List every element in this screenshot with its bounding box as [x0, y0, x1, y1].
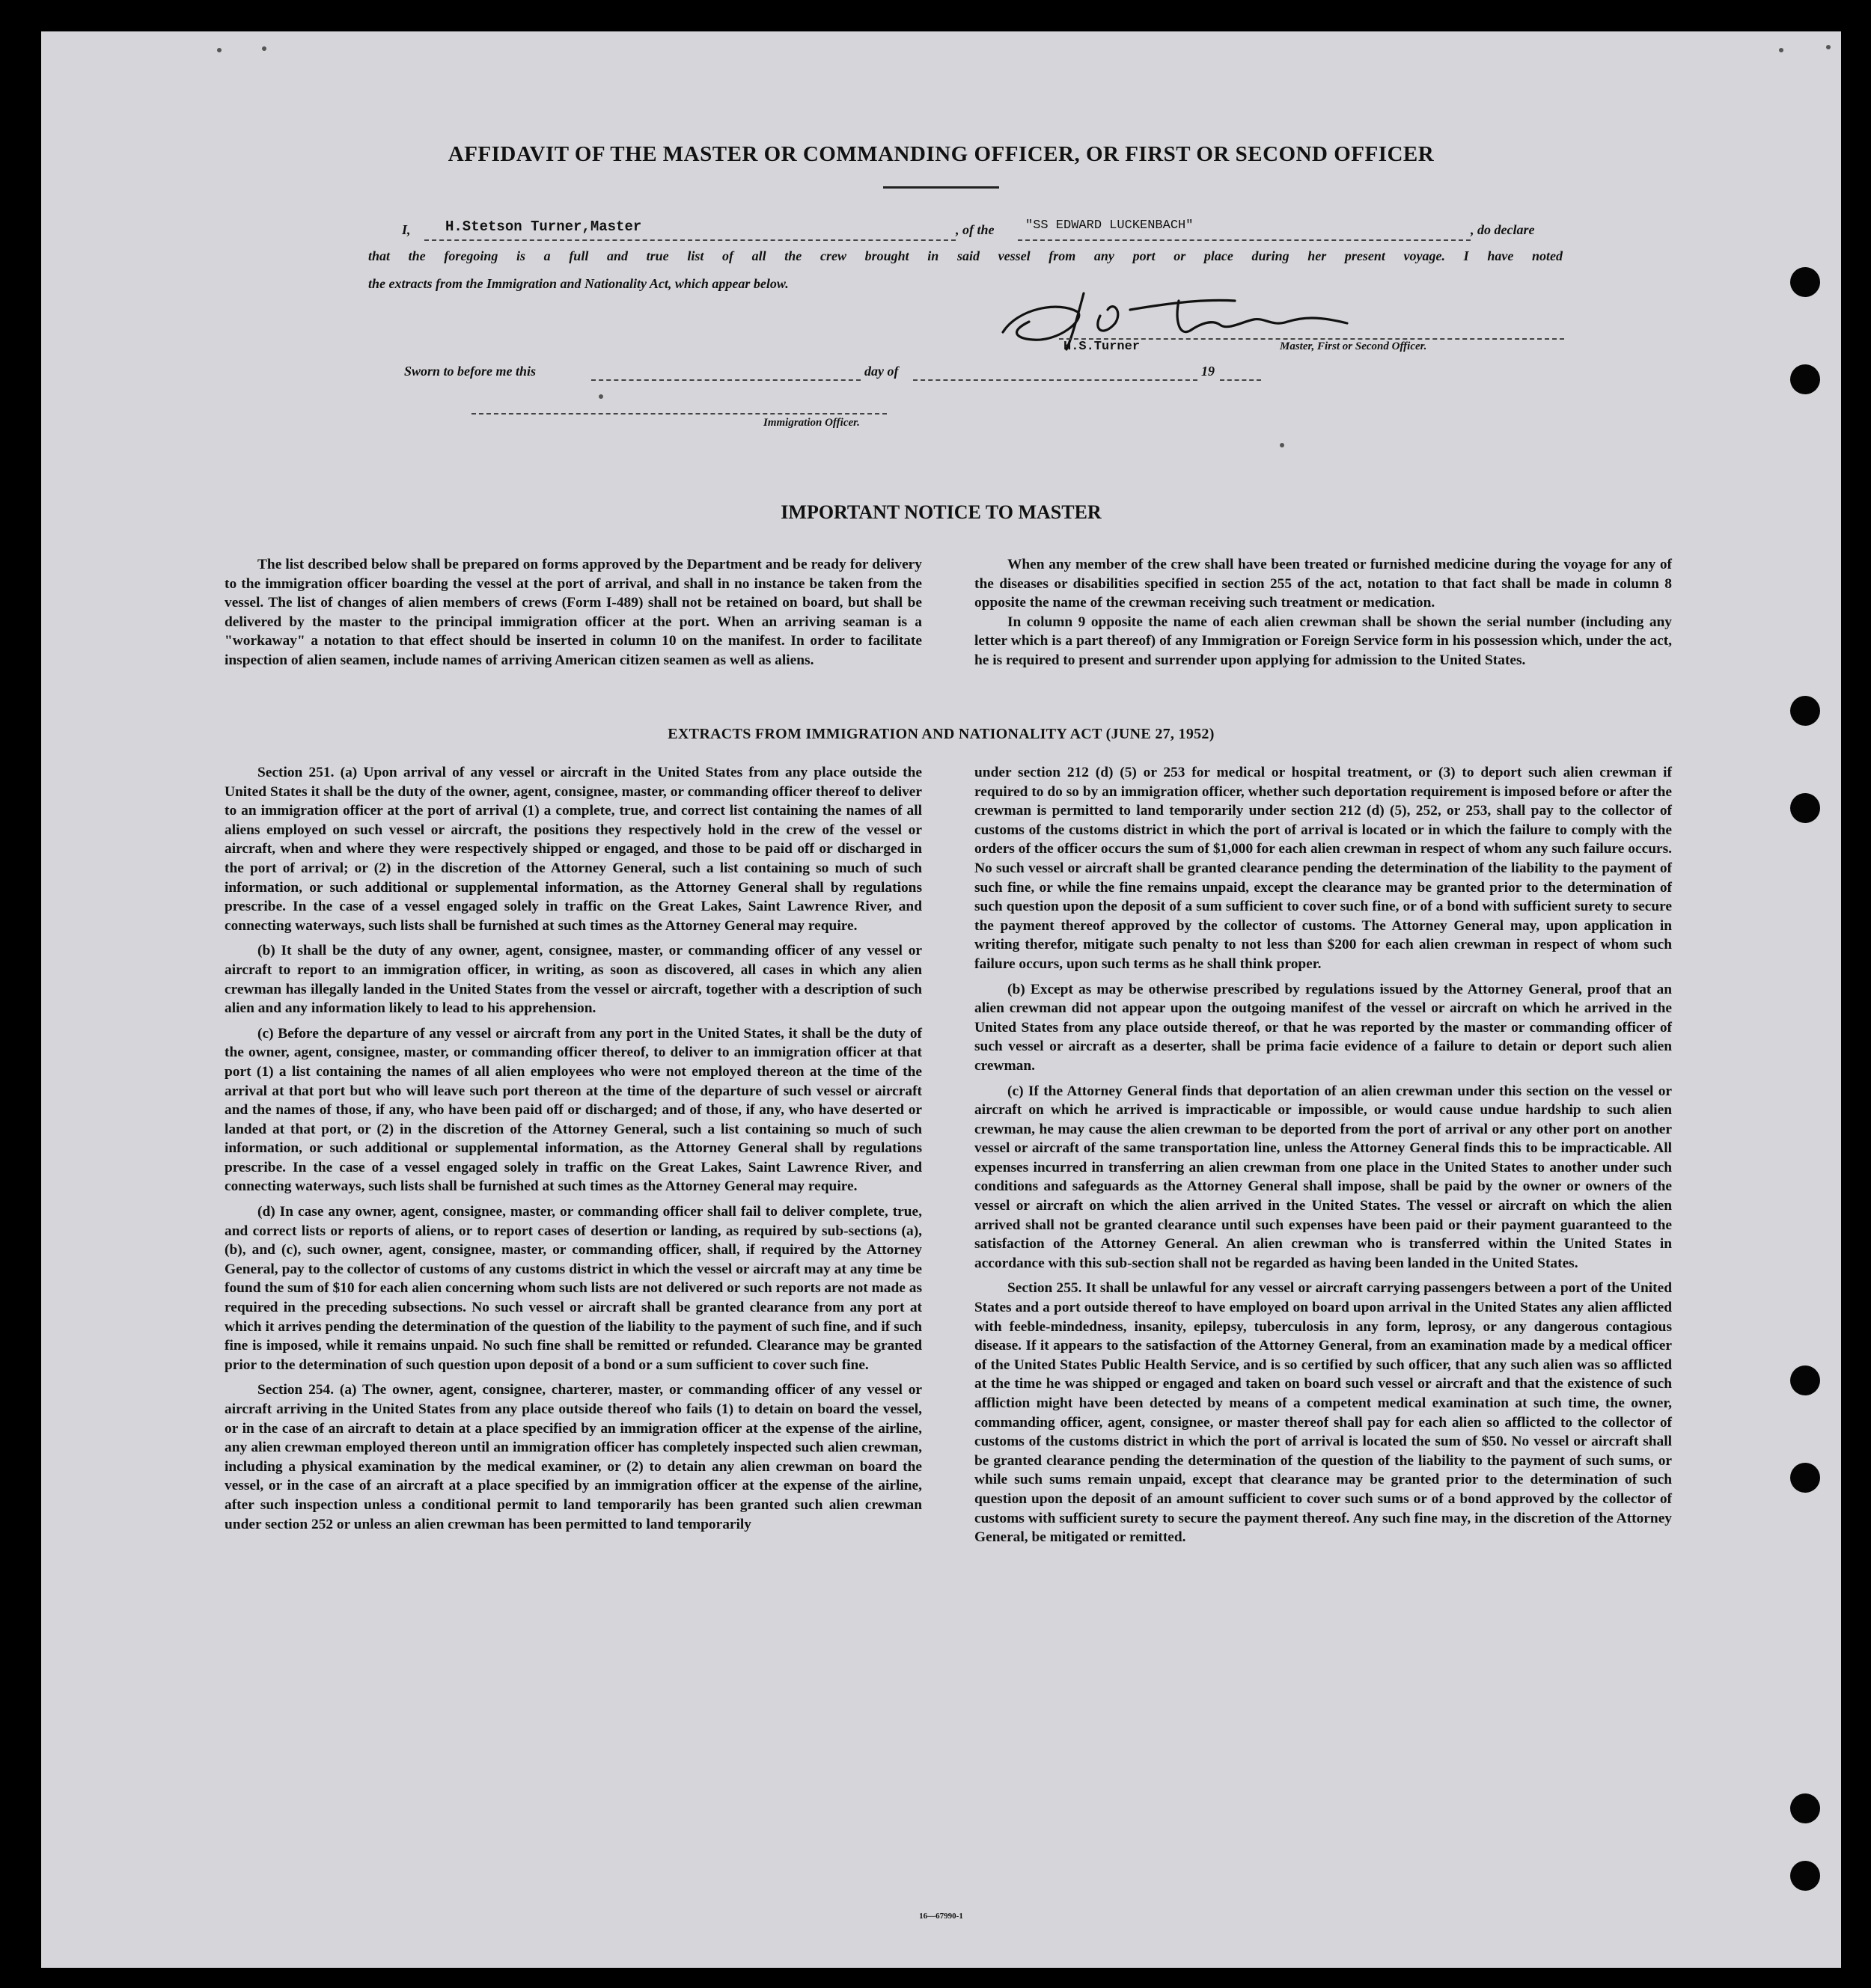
- dust-speck: [1779, 48, 1783, 52]
- day-of-label: day of: [864, 364, 899, 379]
- section-251-a: Section 251. (a) Upon arrival of any vessel or aircraft in the United States from any place outside the United States it shall be the duty of the owner, agent, consignee, master, or commanding officer thereof to deliver to an immigration officer at the port of arrival (1) a complete, true, and correct list containing the names of all aliens employed on such vessel or aircraft, the positions they respectively hold in the crew of the vessel or aircraft, when and where they were respectively shipped or engaged, and those to be paid off or discharged in the port of arrival; or (2) in the discretion of the Attorney General, such a list containing so much of such information, or such additional or supplemental information, as the Attorney General shall by regulations prescribe. In the case of a vessel engaged solely in traffic on the Great Lakes, Saint Lawrence River, and connecting waterways, such lists shall be furnished at such times as the Attorney General may require.: [225, 765, 922, 934]
- of-the-label: , of the: [956, 222, 995, 237]
- i-label: I,: [402, 222, 411, 237]
- section-251-b: (b) It shall be the duty of any owner, agent, consignee, master, or commanding officer of any vessel or aircraft to report to an immigration officer, in writing, as soon as discovered, all cases in which any alien crewman has illegally landed in the United States from the vessel or aircraft, together with a description of such alien and any information likely to lead to his apprehension.: [225, 943, 922, 1017]
- master-name-line: [424, 239, 956, 241]
- section-251-d: (d) In case any owner, agent, consignee, master, or commanding officer shall fail to deliver complete, true, and correct lists or reports of aliens, or to report cases of desertion or landing, as required by sub-sections (a), (b), and (c), such owner, agent, consignee, master, or commanding officer, shall, if required by the Attorney General, pay to the collector of customs of any customs district in which the vessel or aircraft may at any time be found the sum of $10 for each alien concerning whom such lists are not delivered or such reports are not made as required in the preceding subsections. No such vessel or aircraft shall be granted clearance from any port at which it arrives pending the determination of the question of the liability to the payment of such fine, and if such fine is imposed, while it remains unpaid. No such fine shall be remitted or refunded. Clearance may be granted prior to the determination of such question upon deposit of a bond or a sum sufficient to cover such fine.: [225, 1204, 922, 1373]
- punch-hole: [1790, 364, 1820, 394]
- punch-hole: [1790, 267, 1820, 297]
- punch-hole: [1790, 1463, 1820, 1493]
- year-label: 19: [1201, 364, 1215, 379]
- extracts-heading: EXTRACTS FROM IMMIGRATION AND NATIONALITY ACT (JUNE 27, 1952): [668, 726, 1215, 742]
- section-254-a-continued: under section 212 (d) (5) or 253 for medical or hospital treatment, or (3) to deport such alien crewman if required to do so by an immigration officer, whether such deportation requirement is imposed before or after the crewman is permitted to land temporarily under section 212 (d) (5), 252, or 253, shall pay to the collector of customs of the customs district in which the port of arrival is located or in which the failure to comply with the orders of the officer occurs the sum of $1,000 for each alien crewman in respect of whom any such failure occurs. No such vessel or aircraft shall be granted clearance pending the determination of the liability to the payment of such fine, or while the fine remains unpaid, except the clearance may be granted prior to the determination of such question upon the deposit of a sum sufficient to cover such fine, or of a bond with sufficient surety to secure the payment thereof approved by the collector of customs. The Attorney General may, upon application in writing therefor, mitigate such penalty to not less than $200 for each alien crewman in respect of whom such failure occurs, upon such terms as he shall think proper.: [974, 765, 1672, 972]
- extracts-left-column: [225, 763, 922, 1540]
- section-254-c: (c) If the Attorney General finds that deportation of an alien crewman under this section on the vessel or aircraft on which he arrived is impracticable or impossible, or would cause undue hardship to such alien crewman, he may cause the alien crewman to be deported from the port of arrival or any other port on another vessel or aircraft of the same transportation line, unless the Attorney General finds this to be impracticable. All expenses incurred in transferring an alien crewman from one place in the United States to another under such conditions and safeguards as the Attorney General shall impose, shall be paid by the owner or owners of the vessel or aircraft on which the alien arrived in the United States. The vessel or aircraft on which the alien arrived shall not be granted clearance until such expenses have been paid or their payment guaranteed to the satisfaction of the Attorney General. An alien crewman who is transferred within the United States in accordance with this sub-section shall not be regarded as having been landed in the United States.: [974, 1083, 1672, 1271]
- section-251-c: (c) Before the departure of any vessel or aircraft from any port in the United States, it shall be the duty of the owner, agent, consignee, master, or commanding officer thereof, to deliver to an immigration officer at that port (1) a list containing the names of all alien employees who were not employed thereon at the time of the arrival at that port but who will leave such port thereon at the time of the departure of such vessel or aircraft and the names of those, if any, who have been paid off or discharged; and of those, if any, who have deserted or landed at that port, or (2) in the discretion of the Attorney General, such a list containing so much of such information, or such additional or supplemental information, as the Attorney General shall by regulations prescribe. In the case of a vessel engaged solely in traffic on the Great Lakes, Saint Lawrence River, and connecting waterways, such lists shall be furnished at such times as the Attorney General may require.: [225, 1025, 922, 1195]
- punch-hole: [1790, 1861, 1820, 1891]
- vessel-name-line: [1018, 239, 1471, 241]
- notice-left-column: [225, 555, 922, 676]
- officer-signature-line: [471, 413, 887, 415]
- dust-speck: [1280, 443, 1284, 447]
- do-declare-label: , do declare: [1471, 222, 1535, 237]
- sworn-date-line: [591, 379, 861, 381]
- affidavit-title: AFFIDAVIT OF THE MASTER OR COMMANDING OFFICER, OR FIRST OR SECOND OFFICER: [448, 142, 1435, 166]
- punch-hole: [1790, 793, 1820, 823]
- month-line: [913, 379, 1197, 381]
- extracts-right-column: [974, 763, 1672, 1553]
- section-254-b: (b) Except as may be otherwise prescribed by regulations issued by the Attorney General, proof that an alien crewman did not appear upon the outgoing manifest of the vessel or aircraft on which he arrived in the United States from any place outside thereof, or that he was reported by the master or commanding officer of such vessel or aircraft as a deserter, shall be prima facie evidence of a failure to detain or deport such alien crewman.: [974, 981, 1672, 1074]
- section-254-a: Section 254. (a) The owner, agent, consignee, charterer, master, or commanding officer of any vessel or aircraft arriving in the United States from any place outside thereof who fails (1) to detain on board the vessel, or in the case of an aircraft to detain at a place specified by an immigration officer at the expense of the airline, any alien crewman employed thereon until an immigration officer has completely inspected such alien crewman, including a physical examination by the medical examiner, or (2) to detain any alien crewman on board the vessel, or in the case of an aircraft at a place specified by an immigration officer at the expense of the airline, after such inspection unless a conditional permit to land temporarily has been granted such alien crewman under section 252 or unless an alien crewman has been permitted to land temporarily: [225, 1382, 922, 1532]
- notice-right-paragraph-2: In column 9 opposite the name of each alien crewman shall be shown the serial number (including any letter which is a part thereof) of any Immigration or Foreign Service form in his possession which, under the act, he is required to present and surrender upon applying for admission to the United States.: [974, 614, 1672, 668]
- statement-line-2: the extracts from the Immigration and Nationality Act, which appear below.: [368, 276, 789, 291]
- notice-right-column: [974, 555, 1672, 676]
- dust-speck: [1826, 45, 1831, 49]
- sworn-label: Sworn to before me this: [404, 364, 537, 379]
- title-underline: [883, 186, 999, 189]
- dust-speck: [262, 46, 266, 51]
- punch-hole: [1790, 1793, 1820, 1823]
- dust-speck: [217, 48, 222, 52]
- notice-heading: IMPORTANT NOTICE TO MASTER: [781, 501, 1102, 523]
- signer-name: H.S.Turner: [1063, 340, 1141, 354]
- statement-line-1: that the foregoing is a full and true list of all the crew brought in said vessel from any port or place during her present voyage. I have noted: [368, 248, 1563, 263]
- section-255: Section 255. It shall be unlawful for any vessel or aircraft carrying passengers between a port of the United States and a port outside thereof to have employed on board upon arrival in the United States any alien afflicted with feeble-mindedness, insanity, epilepsy, tuberculosis in any form, leprosy, or any dangerous contagious disease. If it appears to the satisfaction of the Attorney General, from an examination made by a medical officer of the United States Public Health Service, and is so certified by such officer, that any such alien was so afflicted at the time he was shipped or engaged and taken on board such vessel or aircraft and that the existence of such affliction might have been detected by means of a competent medical examination at such time, the owner, commanding officer, agent, consignee, or master thereof shall pay for each alien so afflicted to the collector of customs of the customs district in which the port of arrival is located the sum of $50. No vessel or aircraft shall be granted clearance pending the determination of the question of the liability to the payment of such sums, or while such sums remain unpaid, except that clearance may be granted prior to the determination of such question upon the deposit of an amount sufficient to cover such sums or of a bond approved by the collector of customs with sufficient surety to secure the payment thereof. Any such fine may, in the discretion of the Attorney General, be mitigated or remitted.: [974, 1280, 1672, 1546]
- year-line: [1220, 379, 1261, 381]
- dust-speck: [599, 394, 603, 399]
- punch-hole: [1790, 1365, 1820, 1395]
- notice-left-paragraph: The list described below shall be prepared on forms approved by the Department and be ready for delivery to the immigration officer boarding the vessel at the port of arrival, and shall in no instance be taken from the vessel. The list of changes of alien members of crews (Form I-489) shall not be retained on board, but shall be delivered by the master to the principal immigration officer at the port. When an arriving seaman is a "workaway" a notation to that effect should be inserted in column 10 on the manifest. In order to facilitate inspection of alien seamen, include names of arriving American citizen seamen as well as aliens.: [225, 557, 922, 668]
- master-name-field[interactable]: H.Stetson Turner,Master: [445, 218, 642, 235]
- vessel-name-field[interactable]: "SS EDWARD LUCKENBACH": [1025, 218, 1194, 233]
- document-page: [41, 31, 1841, 1968]
- notice-right-paragraph-1: When any member of the crew shall have been treated or furnished medicine during the voyage for any of the diseases or disabilities specified in section 255 of the act, notation to that fact shall be made in column 8 opposite the name of the crewman receiving such treatment or medication.: [974, 557, 1672, 611]
- punch-hole: [1790, 696, 1820, 726]
- form-code: 16—67990-1: [919, 1912, 963, 1921]
- officer-label: Immigration Officer.: [763, 417, 860, 429]
- signer-role-label: Master, First or Second Officer.: [1280, 340, 1427, 352]
